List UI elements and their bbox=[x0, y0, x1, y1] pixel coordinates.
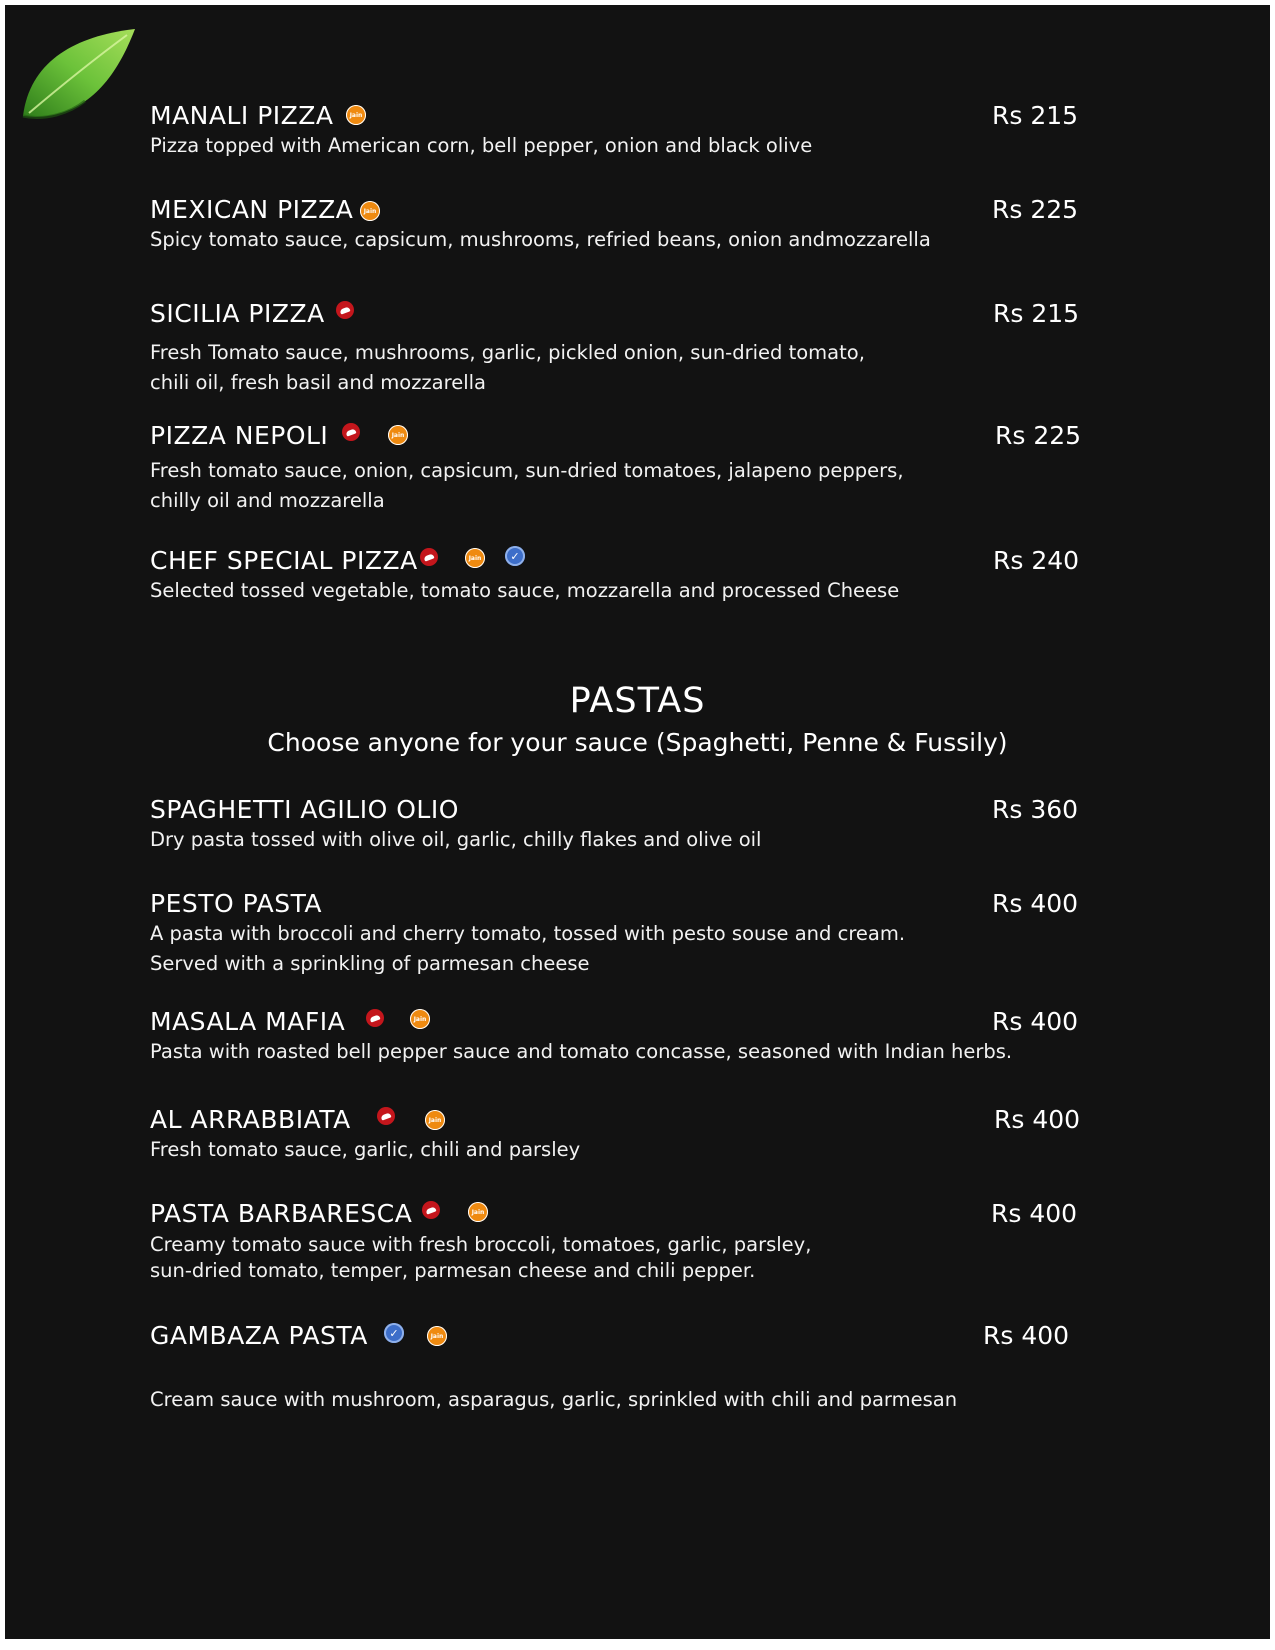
item-price: Rs 400 bbox=[983, 1321, 1070, 1350]
chili-icon bbox=[336, 301, 354, 319]
item-description: Creamy tomato sauce with fresh broccoli, tomatoes, garlic, parsley, bbox=[150, 1233, 812, 1256]
item-description: Cream sauce with mushroom, asparagus, garlic, sprinkled with chili and parmesan bbox=[150, 1388, 958, 1411]
jain-icon bbox=[425, 1110, 445, 1130]
item-price: Rs 215 bbox=[993, 299, 1080, 328]
jain-icon bbox=[360, 201, 380, 221]
jain-badge-label: Jain bbox=[363, 207, 377, 215]
check-icon bbox=[505, 546, 525, 566]
item-description: chilly oil and mozzarella bbox=[150, 489, 385, 512]
item-price: Rs 400 bbox=[992, 889, 1079, 918]
jain-badge-label: Jain bbox=[349, 111, 363, 119]
item-description: Pizza topped with American corn, bell pepper, onion and black olive bbox=[150, 134, 813, 157]
item-name: SICILIA PIZZA bbox=[150, 299, 325, 328]
check-badge-label: ✓ bbox=[389, 1326, 399, 1340]
jain-badge-label: Jain bbox=[413, 1015, 427, 1023]
item-price: Rs 240 bbox=[993, 546, 1080, 575]
chili-icon bbox=[422, 1201, 440, 1219]
item-description: Fresh tomato sauce, onion, capsicum, sun-dried tomatoes, jalapeno peppers, bbox=[150, 459, 904, 482]
item-description: Fresh Tomato sauce, mushrooms, garlic, pickled onion, sun-dried tomato, bbox=[150, 341, 865, 364]
section-title: PASTAS bbox=[569, 681, 706, 721]
item-description: Spicy tomato sauce, capsicum, mushrooms, refried beans, onion andmozzarella bbox=[150, 228, 931, 251]
check-badge-label: ✓ bbox=[510, 549, 520, 563]
item-description: chili oil, fresh basil and mozzarella bbox=[150, 371, 486, 394]
item-description: Served with a sprinkling of parmesan cheese bbox=[150, 952, 590, 975]
item-price: Rs 360 bbox=[992, 795, 1079, 824]
item-name: PIZZA NEPOLI bbox=[150, 421, 329, 450]
item-description: sun-dried tomato, temper, parmesan cheese and chili pepper. bbox=[150, 1259, 756, 1282]
jain-badge-label: Jain bbox=[430, 1332, 444, 1340]
item-name: GAMBAZA PASTA bbox=[150, 1321, 368, 1350]
jain-icon bbox=[468, 1202, 488, 1222]
item-name: PESTO PASTA bbox=[150, 889, 323, 918]
item-price: Rs 225 bbox=[992, 195, 1079, 224]
item-name: CHEF SPECIAL PIZZA bbox=[150, 546, 418, 575]
item-name: PASTA BARBARESCA bbox=[150, 1199, 413, 1228]
section-subtitle: Choose anyone for your sauce (Spaghetti, Penne & Fussily) bbox=[267, 728, 1008, 757]
item-price: Rs 215 bbox=[992, 101, 1079, 130]
item-description: Selected tossed vegetable, tomato sauce, mozzarella and processed Cheese bbox=[150, 579, 900, 602]
jain-badge-label: Jain bbox=[471, 1208, 485, 1216]
jain-badge-label: Jain bbox=[428, 1116, 442, 1124]
jain-icon bbox=[346, 105, 366, 125]
item-name: AL ARRABBIATA bbox=[150, 1105, 351, 1134]
item-price: Rs 400 bbox=[992, 1007, 1079, 1036]
chili-icon bbox=[342, 423, 360, 441]
leaf-logo-icon bbox=[15, 21, 145, 131]
check-icon bbox=[384, 1323, 404, 1343]
item-price: Rs 225 bbox=[995, 421, 1082, 450]
jain-badge-label: Jain bbox=[391, 431, 405, 439]
item-name: MEXICAN PIZZA bbox=[150, 195, 354, 224]
item-description: Fresh tomato sauce, garlic, chili and parsley bbox=[150, 1138, 581, 1161]
jain-icon bbox=[427, 1326, 447, 1346]
jain-badge-label: Jain bbox=[468, 554, 482, 562]
jain-icon bbox=[388, 425, 408, 445]
item-description: Dry pasta tossed with olive oil, garlic, chilly flakes and olive oil bbox=[150, 828, 762, 851]
item-description: Pasta with roasted bell pepper sauce and tomato concasse, seasoned with Indian herbs. bbox=[150, 1040, 1013, 1063]
item-name: MANALI PIZZA bbox=[150, 101, 334, 130]
jain-icon bbox=[465, 548, 485, 568]
chili-icon bbox=[420, 548, 438, 566]
item-name: SPAGHETTI AGILIO OLIO bbox=[150, 795, 459, 824]
item-name: MASALA MAFIA bbox=[150, 1007, 346, 1036]
item-price: Rs 400 bbox=[991, 1199, 1078, 1228]
item-price: Rs 400 bbox=[994, 1105, 1081, 1134]
item-description: A pasta with broccoli and cherry tomato, tossed with pesto souse and cream. bbox=[150, 922, 906, 945]
chili-icon bbox=[366, 1009, 384, 1027]
jain-icon bbox=[410, 1009, 430, 1029]
chili-icon bbox=[377, 1107, 395, 1125]
menu-page bbox=[5, 5, 1270, 1639]
